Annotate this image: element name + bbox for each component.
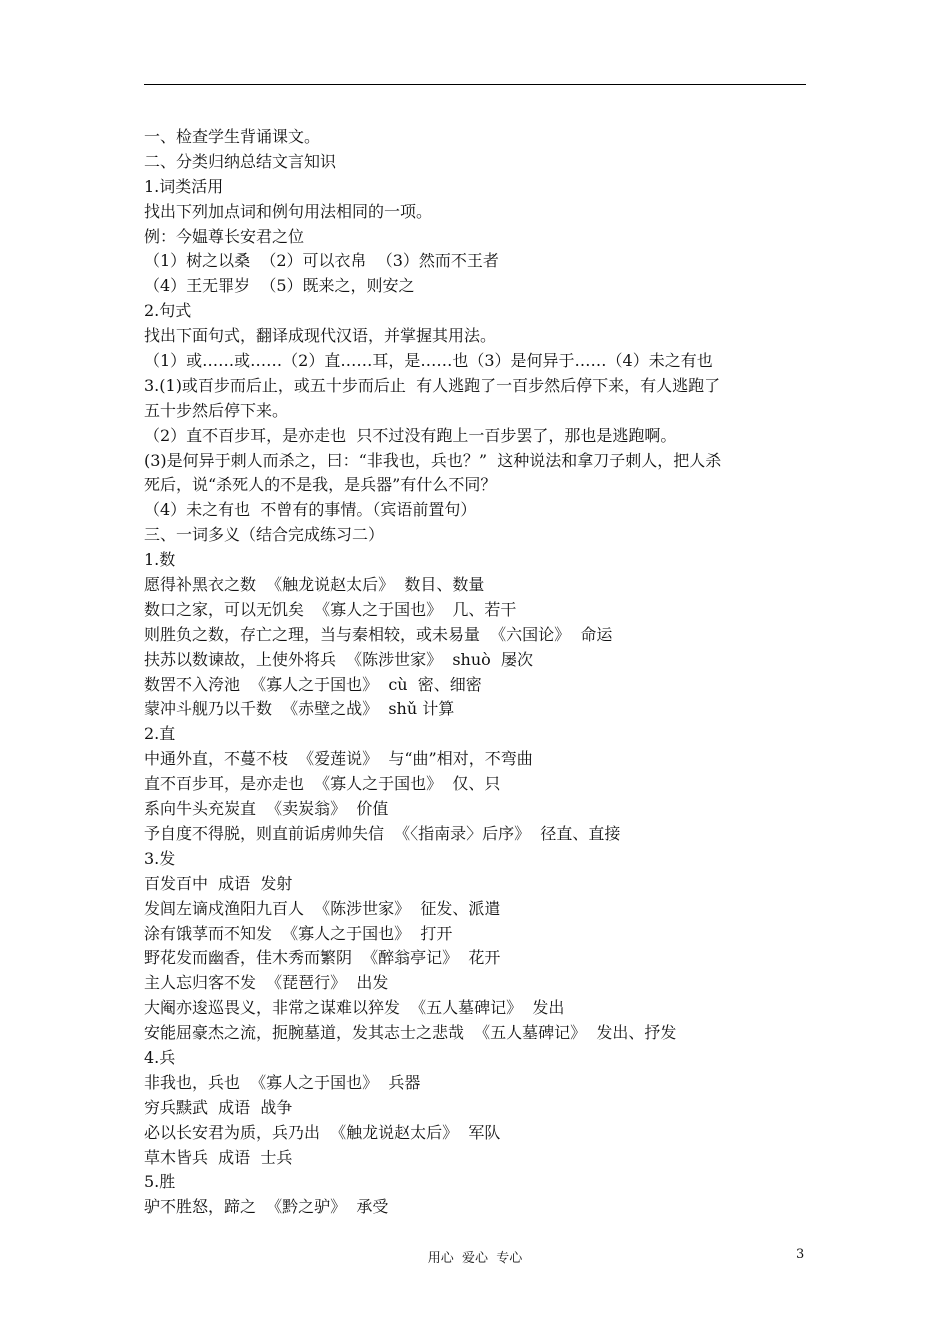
text-line: 1.词类活用 [144, 176, 224, 196]
text-line: 数口之家，可以无饥矣 《寡人之于国也》 几、若干 [144, 599, 517, 619]
text-line: 穷兵黩武 成语 战争 [144, 1097, 293, 1117]
text-line: 死后，说“杀死人的不是我，是兵器”有什么不同？ [144, 475, 497, 495]
text-line: 五十步然后停下来。 [144, 400, 289, 420]
text-line: 1.数 [144, 550, 176, 570]
text-line: 则胜负之数，存亡之理，当与秦相较，或未易量 《六国论》 命运 [144, 624, 613, 644]
footer-slogan: 用心 爱心 专心 [427, 1251, 523, 1266]
text-line: 涂有饿莩而不知发 《寡人之于国也》 打开 [144, 923, 453, 943]
text-line: 发闾左谪戍渔阳九百人 《陈涉世家》 征发、派遣 [144, 898, 501, 918]
text-line: 找出下面句式，翻译成现代汉语，并掌握其用法。 [144, 326, 497, 346]
header-rule [144, 84, 806, 85]
text-line: （1）或……或……（2）直……耳，是……也（3）是何异于……（4）未之有也 [144, 351, 713, 371]
page-number: 3 [796, 1247, 805, 1262]
text-line: 直不百步耳，是亦走也 《寡人之于国也》 仅、只 [144, 774, 501, 794]
text-line: 系向牛头充炭直 《卖炭翁》 价值 [144, 799, 389, 819]
text-line: 找出下列加点词和例句用法相同的一项。 [144, 201, 433, 221]
text-line: 主人忘归客不发 《琵琶行》 出发 [144, 973, 389, 993]
text-line: 百发百中 成语 发射 [144, 873, 293, 893]
text-line: 非我也，兵也 《寡人之于国也》 兵器 [144, 1072, 421, 1092]
text-line: 草木皆兵 成语 士兵 [144, 1147, 293, 1167]
text-line: 二、分类归纳总结文言知识 [144, 151, 337, 171]
text-line: 三、一词多义（结合完成练习二） [144, 525, 385, 545]
text-line: 愿得补黑衣之数 《触龙说赵太后》 数目、数量 [144, 575, 485, 595]
text-line: （2）直不百步耳，是亦走也 只不过没有跑上一百步罢了，那也是逃跑啊。 [144, 425, 677, 445]
text-line: 大阉亦逡巡畏义，非常之谋难以猝发 《五人墓碑记》 发出 [144, 998, 565, 1018]
text-line: （1）树之以桑 （2）可以衣帛 （3）然而不王者 [144, 251, 499, 271]
text-line: 4.兵 [144, 1047, 176, 1067]
text-line: 5.胜 [144, 1172, 176, 1192]
body-text [144, 125, 824, 1220]
text-line: (3)是何异于刺人而杀之，曰：“非我也，兵也？” 这种说法和拿刀子刺人，把人杀 [144, 450, 722, 470]
text-line: 数罟不入洿池 《寡人之于国也》 cù 密、细密 [144, 674, 482, 694]
text-line: 蒙冲斗舰乃以千数 《赤壁之战》 shǔ 计算 [144, 699, 455, 719]
text-line: 一、检查学生背诵课文。 [144, 127, 321, 146]
text-line: 驴不胜怒，蹄之 《黔之驴》 承受 [144, 1197, 389, 1217]
text-line: 例：今媪尊长安君之位 [144, 226, 305, 246]
text-line: 予自度不得脱，则直前诟虏帅失信 《〈指南录〉后序》 径直、直接 [144, 823, 621, 843]
text-line: 扶苏以数谏故，上使外将兵 《陈涉世家》 shuò 屡次 [144, 649, 533, 669]
text-line: 3.发 [144, 848, 176, 868]
text-line: （4）未之有也 不曾有的事情。（宾语前置句） [144, 500, 477, 520]
text-line: 安能屈豪杰之流，扼腕墓道，发其志士之悲哉 《五人墓碑记》 发出、抒发 [144, 1023, 677, 1043]
text-line: 野花发而幽香，佳木秀而繁阴 《醉翁亭记》 花开 [144, 948, 501, 968]
text-line: 2.句式 [144, 301, 192, 321]
text-line: 中通外直，不蔓不枝 《爱莲说》 与“曲”相对，不弯曲 [144, 749, 533, 769]
text-line: 必以长安君为质，兵乃出 《触龙说赵太后》 军队 [144, 1122, 501, 1142]
text-line: 3.(1)或百步而后止，或五十步而后止 有人逃跑了一百步然后停下来，有人逃跑了 [144, 375, 721, 395]
text-line: （4）王无罪岁 （5）既来之，则安之 [144, 276, 415, 296]
text-line: 2.直 [144, 724, 176, 744]
